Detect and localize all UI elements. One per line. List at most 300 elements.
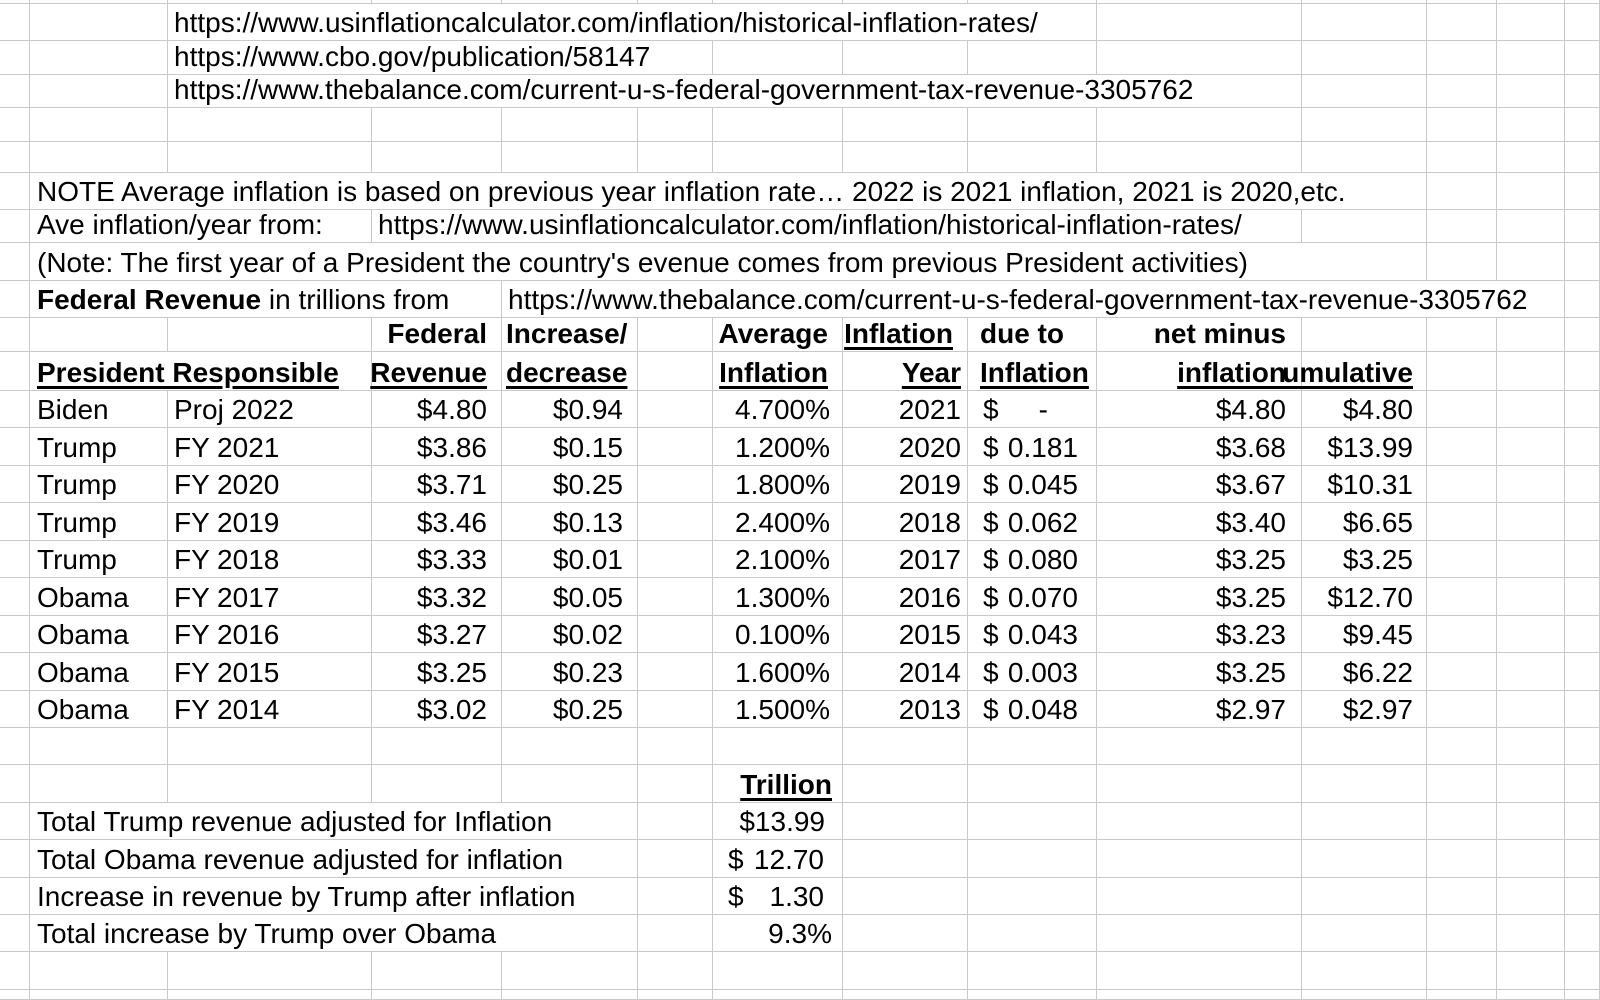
empty-cell — [1565, 173, 1600, 210]
cell-fiscal-period[interactable]: FY 2020 — [168, 466, 372, 503]
empty-cell — [168, 728, 372, 765]
empty-cell — [1565, 578, 1600, 616]
cell-president[interactable]: Obama — [30, 578, 168, 616]
empty-cell — [1427, 765, 1497, 803]
cell-summary-value[interactable] — [713, 840, 843, 878]
sheet-row — [0, 318, 1600, 352]
empty-cell — [1427, 391, 1497, 428]
empty-cell — [1565, 803, 1600, 840]
sheet-row — [0, 578, 1600, 616]
empty-cell — [1427, 915, 1497, 952]
empty-cell — [0, 990, 30, 1000]
empty-cell — [1302, 840, 1427, 878]
cell-federal-revenue[interactable]: $3.46 — [372, 503, 502, 541]
sheet-row — [0, 915, 1600, 952]
cell-net-minus-inflation[interactable]: $3.68 — [1097, 428, 1302, 466]
cell-net-minus-inflation[interactable]: $3.25 — [1097, 541, 1302, 578]
empty-cell — [1302, 108, 1427, 142]
empty-cell — [1497, 765, 1565, 803]
empty-cell — [968, 990, 1097, 1000]
cell-president[interactable]: Biden — [30, 391, 168, 428]
cell-fiscal-period[interactable]: FY 2014 — [168, 691, 372, 728]
empty-cell — [30, 765, 168, 803]
sheet-row — [0, 243, 1600, 281]
empty-cell — [1565, 4, 1600, 41]
empty-cell — [968, 915, 1097, 952]
empty-cell — [1565, 391, 1600, 428]
cell-due-to-inflation[interactable] — [968, 578, 1097, 616]
empty-cell — [968, 41, 1097, 75]
empty-cell — [0, 41, 30, 75]
cell-avg-inflation[interactable]: 4.700% — [713, 391, 843, 428]
cell-url-inflation[interactable]: https://www.usinflationcalculator.com/inflation/historical-inflation-rates/ — [168, 4, 1097, 41]
cell-increase-decrease[interactable]: $0.25 — [502, 691, 638, 728]
cell-federal-revenue[interactable]: $3.25 — [372, 653, 502, 691]
sheet-row — [0, 541, 1600, 578]
empty-cell — [968, 765, 1097, 803]
currency-symbol: $ — [728, 843, 744, 875]
amount-value: 0.003 — [1007, 656, 1078, 688]
empty-cell — [1302, 878, 1427, 915]
empty-cell — [1427, 616, 1497, 653]
currency-symbol: $ — [983, 656, 999, 688]
cell-inflation-year[interactable]: 2015 — [843, 616, 968, 653]
empty-cell — [638, 318, 713, 352]
empty-cell — [1097, 915, 1302, 952]
cell-cumulative[interactable]: $13.99 — [1302, 428, 1427, 466]
empty-cell — [638, 142, 713, 173]
cell-fiscal-period[interactable]: FY 2021 — [168, 428, 372, 466]
cell-url-revenue[interactable]: https://www.thebalance.com/current-u-s-federal-government-tax-revenue-3305762 — [168, 75, 1302, 108]
header-federal[interactable]: Federal — [372, 318, 502, 352]
currency-symbol: $ — [983, 581, 999, 613]
empty-cell — [0, 466, 30, 503]
empty-cell — [1097, 803, 1302, 840]
empty-cell — [30, 41, 168, 75]
empty-cell — [1497, 728, 1565, 765]
cell-ave-inflation-label[interactable]: Ave inflation/year from: — [30, 210, 372, 243]
empty-cell — [1497, 691, 1565, 728]
empty-cell — [1427, 466, 1497, 503]
cell-net-minus-inflation[interactable]: $3.25 — [1097, 653, 1302, 691]
empty-cell — [502, 952, 638, 990]
cell-summary-value[interactable]: 9.3% — [713, 915, 843, 952]
header-due-inflation[interactable]: Inflation — [968, 352, 1097, 391]
sheet-row — [0, 466, 1600, 503]
currency-symbol: $ — [983, 543, 999, 575]
cell-net-minus-inflation[interactable]: $3.40 — [1097, 503, 1302, 541]
sheet-row — [0, 878, 1600, 915]
empty-cell — [638, 915, 713, 952]
empty-cell — [713, 952, 843, 990]
empty-cell — [713, 990, 843, 1000]
cell-increase-decrease[interactable]: $0.05 — [502, 578, 638, 616]
empty-cell — [1097, 728, 1302, 765]
cell-inflation-year[interactable]: 2017 — [843, 541, 968, 578]
empty-cell — [168, 318, 372, 352]
empty-cell — [713, 728, 843, 765]
cell-url-inflation-2[interactable]: https://www.usinflationcalculator.com/inflation/historical-inflation-rates/ — [372, 210, 1302, 243]
cell-avg-inflation[interactable]: 1.800% — [713, 466, 843, 503]
header-cumulative[interactable]: umulative — [1302, 352, 1427, 391]
empty-cell — [0, 952, 30, 990]
empty-cell — [30, 75, 168, 108]
empty-cell — [0, 503, 30, 541]
empty-cell — [1427, 728, 1497, 765]
empty-cell — [1427, 691, 1497, 728]
empty-cell — [0, 318, 30, 352]
empty-cell — [0, 428, 30, 466]
cell-increase-decrease[interactable]: $0.13 — [502, 503, 638, 541]
empty-cell — [30, 952, 168, 990]
cell-avg-inflation[interactable]: 2.400% — [713, 503, 843, 541]
empty-cell — [1565, 990, 1600, 1000]
empty-cell — [1302, 210, 1427, 243]
empty-cell — [638, 503, 713, 541]
empty-cell — [843, 878, 968, 915]
empty-cell — [1302, 318, 1427, 352]
empty-cell — [1302, 41, 1427, 75]
cell-due-to-inflation[interactable] — [968, 503, 1097, 541]
header-revenue[interactable]: Revenue — [372, 352, 502, 391]
cell-federal-revenue[interactable]: $3.71 — [372, 466, 502, 503]
cell-federal-revenue[interactable]: $3.33 — [372, 541, 502, 578]
empty-cell — [502, 990, 638, 1000]
empty-cell — [0, 765, 30, 803]
empty-cell — [638, 466, 713, 503]
currency-symbol: $ — [983, 693, 999, 725]
amount-value: 1.30 — [769, 880, 824, 912]
cell-president[interactable]: Trump — [30, 466, 168, 503]
empty-cell — [1427, 108, 1497, 142]
empty-cell — [1565, 466, 1600, 503]
empty-cell — [1497, 391, 1565, 428]
cell-fiscal-period[interactable]: FY 2019 — [168, 503, 372, 541]
empty-cell — [1497, 318, 1565, 352]
empty-cell — [843, 952, 968, 990]
empty-cell — [372, 990, 502, 1000]
cell-federal-revenue[interactable]: $3.02 — [372, 691, 502, 728]
empty-cell — [372, 108, 502, 142]
federal-revenue-rest-text: in trillions from — [261, 283, 450, 315]
empty-cell — [638, 653, 713, 691]
cell-federal-revenue[interactable]: $3.32 — [372, 578, 502, 616]
cell-president[interactable]: Trump — [30, 541, 168, 578]
empty-cell — [1302, 952, 1427, 990]
empty-cell — [1427, 243, 1497, 281]
cell-federal-revenue[interactable]: $3.27 — [372, 616, 502, 653]
cell-fiscal-period[interactable]: Proj 2022 — [168, 391, 372, 428]
empty-cell — [713, 41, 843, 75]
sheet-row — [0, 952, 1600, 990]
empty-cell — [1302, 990, 1427, 1000]
cell-cumulative[interactable]: $6.65 — [1302, 503, 1427, 541]
empty-cell — [638, 803, 713, 840]
empty-cell — [0, 541, 30, 578]
cell-net-minus-inflation[interactable]: $4.80 — [1097, 391, 1302, 428]
cell-summary-label[interactable]: Total increase by Trump over Obama — [30, 915, 638, 952]
empty-cell — [372, 952, 502, 990]
empty-cell — [1565, 878, 1600, 915]
empty-cell — [1497, 578, 1565, 616]
empty-cell — [1097, 990, 1302, 1000]
empty-cell — [0, 616, 30, 653]
federal-revenue-bold-text: Federal Revenue — [37, 283, 262, 315]
empty-cell — [1497, 503, 1565, 541]
empty-cell — [30, 108, 168, 142]
cell-url-revenue-2[interactable]: https://www.thebalance.com/current-u-s-federal-government-tax-revenue-3305762 — [502, 281, 1565, 318]
cell-cumulative[interactable]: $10.31 — [1302, 466, 1427, 503]
cell-inflation-year[interactable]: 2014 — [843, 653, 968, 691]
empty-cell — [1497, 41, 1565, 75]
cell-cumulative[interactable]: $9.45 — [1302, 616, 1427, 653]
empty-cell — [0, 142, 30, 173]
cell-note-inflation[interactable]: NOTE Average inflation is based on previous year inflation rate… 2022 is 2021 inflation, 2021 is 2020,etc. — [30, 173, 1427, 210]
cell-avg-inflation[interactable]: 1.200% — [713, 428, 843, 466]
cell-cumulative[interactable]: $3.25 — [1302, 541, 1427, 578]
cell-due-to-inflation[interactable] — [968, 466, 1097, 503]
empty-cell — [968, 840, 1097, 878]
sheet-row — [0, 108, 1600, 142]
empty-cell — [713, 142, 843, 173]
cell-avg-inflation[interactable]: 0.100% — [713, 616, 843, 653]
empty-cell — [638, 616, 713, 653]
cell-inflation-year[interactable]: 2018 — [843, 503, 968, 541]
cell-fiscal-period[interactable]: FY 2018 — [168, 541, 372, 578]
empty-cell — [1565, 75, 1600, 108]
cell-net-minus-inflation[interactable]: $2.97 — [1097, 691, 1302, 728]
empty-cell — [968, 878, 1097, 915]
amount-value: 0.062 — [1007, 506, 1078, 538]
cell-first-year-note[interactable]: (Note: The first year of a President the country's evenue comes from previous President activities) — [30, 243, 1427, 281]
cell-inflation-year[interactable]: 2013 — [843, 691, 968, 728]
cell-cumulative[interactable]: $2.97 — [1302, 691, 1427, 728]
empty-cell — [1565, 41, 1600, 75]
empty-cell — [638, 952, 713, 990]
empty-cell — [1565, 281, 1600, 318]
empty-cell — [1302, 142, 1427, 173]
cell-due-to-inflation[interactable] — [968, 541, 1097, 578]
empty-cell — [1497, 466, 1565, 503]
header-net-minus[interactable]: net minus — [1097, 318, 1302, 352]
empty-cell — [1497, 210, 1565, 243]
empty-cell — [1302, 765, 1427, 803]
empty-cell — [168, 765, 372, 803]
empty-cell — [0, 210, 30, 243]
empty-cell — [1565, 765, 1600, 803]
amount-value: 0.080 — [1007, 543, 1078, 575]
amount-value: 12.70 — [753, 843, 824, 875]
sheet-row — [0, 4, 1600, 41]
currency-symbol: $ — [983, 393, 999, 425]
empty-cell — [1565, 142, 1600, 173]
empty-cell — [1427, 541, 1497, 578]
header-avg-inflation[interactable]: Inflation — [713, 352, 843, 391]
empty-cell — [1565, 108, 1600, 142]
sheet-row — [0, 803, 1600, 840]
cell-net-minus-inflation[interactable]: $3.25 — [1097, 578, 1302, 616]
cell-avg-inflation[interactable]: 2.100% — [713, 541, 843, 578]
cell-federal-revenue-caption[interactable] — [30, 281, 502, 318]
cell-increase-decrease[interactable]: $0.23 — [502, 653, 638, 691]
sheet-row — [0, 75, 1600, 108]
header-due-to[interactable]: due to — [968, 318, 1097, 352]
empty-cell — [0, 915, 30, 952]
empty-cell — [168, 108, 372, 142]
cell-due-to-inflation[interactable] — [968, 428, 1097, 466]
empty-cell — [638, 108, 713, 142]
cell-increase-decrease[interactable]: $0.01 — [502, 541, 638, 578]
cell-president[interactable]: Trump — [30, 503, 168, 541]
empty-cell — [0, 173, 30, 210]
empty-cell — [1427, 142, 1497, 173]
cell-increase-decrease[interactable]: $0.25 — [502, 466, 638, 503]
empty-cell — [1497, 878, 1565, 915]
cell-inflation-year[interactable]: 2020 — [843, 428, 968, 466]
empty-cell — [1427, 503, 1497, 541]
header-average[interactable]: Average — [713, 318, 843, 352]
header-net-inflation[interactable]: inflation — [1097, 352, 1302, 391]
currency-symbol: $ — [983, 506, 999, 538]
empty-cell — [638, 765, 713, 803]
empty-cell — [638, 352, 713, 391]
cell-cumulative[interactable]: $12.70 — [1302, 578, 1427, 616]
empty-cell — [0, 243, 30, 281]
cell-summary-label[interactable]: Increase in revenue by Trump after inflation — [30, 878, 638, 915]
cell-president[interactable]: Trump — [30, 428, 168, 466]
empty-cell — [1497, 428, 1565, 466]
empty-cell — [638, 391, 713, 428]
cell-summary-value[interactable]: $13.99 — [713, 803, 843, 840]
cell-fiscal-period[interactable]: FY 2016 — [168, 616, 372, 653]
cell-due-to-inflation[interactable] — [968, 691, 1097, 728]
empty-cell — [1427, 578, 1497, 616]
empty-cell — [1565, 728, 1600, 765]
sheet-row — [0, 41, 1600, 75]
cell-trillion-header[interactable]: Trillion — [713, 765, 843, 803]
empty-cell — [843, 990, 968, 1000]
cell-avg-inflation[interactable]: 1.300% — [713, 578, 843, 616]
empty-cell — [1497, 915, 1565, 952]
empty-cell — [1565, 653, 1600, 691]
sheet-row — [0, 210, 1600, 243]
empty-cell — [0, 878, 30, 915]
empty-cell — [0, 281, 30, 318]
header-decrease[interactable]: decrease — [502, 352, 638, 391]
header-president-responsible[interactable]: President Responsible — [30, 352, 372, 391]
cell-federal-revenue[interactable]: $4.80 — [372, 391, 502, 428]
header-year[interactable]: Year — [843, 352, 968, 391]
cell-increase-decrease[interactable]: $0.02 — [502, 616, 638, 653]
cell-inflation-year[interactable]: 2019 — [843, 466, 968, 503]
empty-cell — [1427, 840, 1497, 878]
empty-cell — [1097, 41, 1302, 75]
cell-fiscal-period[interactable]: FY 2017 — [168, 578, 372, 616]
cell-inflation-year[interactable]: 2021 — [843, 391, 968, 428]
empty-cell — [0, 75, 30, 108]
amount-value: - — [1038, 393, 1048, 425]
sheet-row — [0, 142, 1600, 173]
cell-avg-inflation[interactable]: 1.500% — [713, 691, 843, 728]
cell-due-to-inflation[interactable] — [968, 391, 1097, 428]
cell-increase-decrease[interactable]: $0.15 — [502, 428, 638, 466]
cell-cumulative[interactable]: $6.22 — [1302, 653, 1427, 691]
empty-cell — [1565, 616, 1600, 653]
empty-cell — [968, 108, 1097, 142]
cell-summary-value[interactable] — [713, 878, 843, 915]
empty-cell — [1565, 428, 1600, 466]
empty-cell — [1565, 210, 1600, 243]
sheet-row — [0, 503, 1600, 541]
cell-president[interactable]: Obama — [30, 616, 168, 653]
empty-cell — [1497, 243, 1565, 281]
empty-cell — [1497, 4, 1565, 41]
empty-cell — [1427, 75, 1497, 108]
empty-cell — [638, 691, 713, 728]
cell-net-minus-inflation[interactable]: $3.23 — [1097, 616, 1302, 653]
empty-cell — [1302, 915, 1427, 952]
empty-cell — [1427, 952, 1497, 990]
cell-federal-revenue[interactable]: $3.86 — [372, 428, 502, 466]
sheet-row — [0, 281, 1600, 318]
cell-fiscal-period[interactable]: FY 2015 — [168, 653, 372, 691]
empty-cell — [1497, 803, 1565, 840]
empty-cell — [168, 990, 372, 1000]
cell-avg-inflation[interactable]: 1.600% — [713, 653, 843, 691]
empty-cell — [1497, 352, 1565, 391]
empty-cell — [968, 803, 1097, 840]
empty-cell — [372, 728, 502, 765]
empty-cell — [1565, 952, 1600, 990]
cell-cumulative[interactable]: $4.80 — [1302, 391, 1427, 428]
header-inflation[interactable]: Inflation — [843, 318, 968, 352]
empty-cell — [1427, 990, 1497, 1000]
cell-net-minus-inflation[interactable]: $3.67 — [1097, 466, 1302, 503]
currency-symbol: $ — [728, 880, 744, 912]
cell-president[interactable]: Obama — [30, 691, 168, 728]
empty-cell — [1565, 318, 1600, 352]
empty-cell — [1565, 691, 1600, 728]
empty-cell — [968, 728, 1097, 765]
sheet-row — [0, 840, 1600, 878]
empty-cell — [1097, 765, 1302, 803]
amount-value: 0.181 — [1007, 431, 1078, 463]
empty-cell — [638, 578, 713, 616]
cell-summary-label[interactable]: Total Trump revenue adjusted for Inflation — [30, 803, 638, 840]
cell-due-to-inflation[interactable] — [968, 616, 1097, 653]
cell-url-cbo[interactable]: https://www.cbo.gov/publication/58147 — [168, 41, 713, 75]
cell-inflation-year[interactable]: 2016 — [843, 578, 968, 616]
sheet-row — [0, 990, 1600, 1000]
empty-cell — [0, 108, 30, 142]
sheet-row — [0, 173, 1600, 210]
amount-value: 0.070 — [1007, 581, 1078, 613]
empty-cell — [713, 108, 843, 142]
header-increase[interactable]: Increase/ — [502, 318, 638, 352]
empty-cell — [502, 142, 638, 173]
empty-cell — [843, 765, 968, 803]
cell-summary-label[interactable]: Total Obama revenue adjusted for inflation — [30, 840, 638, 878]
cell-due-to-inflation[interactable] — [968, 653, 1097, 691]
currency-symbol: $ — [983, 618, 999, 650]
cell-president[interactable]: Obama — [30, 653, 168, 691]
currency-symbol: $ — [983, 431, 999, 463]
empty-cell — [0, 728, 30, 765]
amount-value: 0.045 — [1007, 468, 1078, 500]
empty-cell — [1427, 4, 1497, 41]
empty-cell — [1097, 878, 1302, 915]
cell-increase-decrease[interactable]: $0.94 — [502, 391, 638, 428]
